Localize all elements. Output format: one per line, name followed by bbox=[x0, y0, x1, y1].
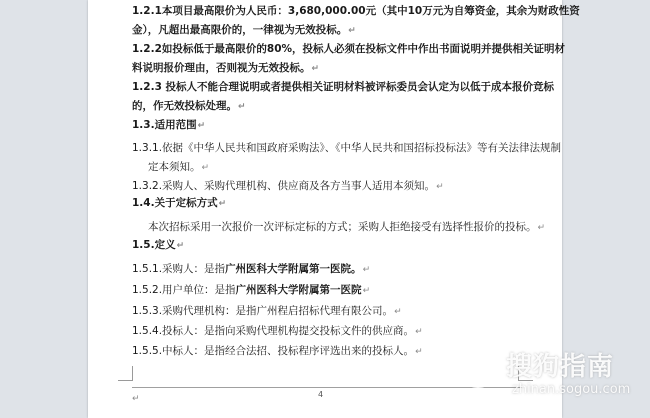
sogou-logo-icon bbox=[454, 342, 502, 390]
paragraph-mark: ↵ bbox=[311, 64, 320, 74]
para-1-5-2: 1.5.2.用户单位：是指广州医科大学附属第一医院↵ bbox=[132, 284, 371, 296]
paragraph-mark: ↵ bbox=[394, 307, 402, 317]
paragraph-mark: ↵ bbox=[201, 163, 210, 173]
heading-1-3: 1.3.适用范围↵ bbox=[132, 119, 206, 131]
para-1-2-3-line2: 的，作无效投标处理。↵ bbox=[132, 100, 246, 112]
para-1-2-3-line1: 1.2.3 投标人不能合理说明或者提供相关证明材料被评标委员会认定为以低于成本报价竞标 bbox=[132, 81, 555, 93]
paragraph-mark: ↵ bbox=[362, 265, 371, 275]
para-1-5-5: 1.5.5.中标人：是指经合法招、投标程序评选出来的投标人。↵ bbox=[132, 345, 423, 357]
paragraph-mark: ↵ bbox=[197, 121, 206, 131]
paragraph-mark: ↵ bbox=[537, 223, 546, 233]
para-1-3-1-line1: 1.3.1.依据《中华人民共和国政府采购法》、《中华人民共和国招标投标法》等有关法律法规制 bbox=[132, 142, 562, 154]
para-1-3-2: 1.3.2.采购人、采购代理机构、供应商及各方当事人适用本须知。↵ bbox=[132, 180, 444, 192]
watermark-title: 搜狗指南 bbox=[506, 352, 615, 382]
para-1-3-1-line2: 定本须知。↵ bbox=[148, 161, 210, 173]
paragraph-mark: ↵ bbox=[238, 102, 246, 112]
watermark-url: zhinan.sogou.com bbox=[512, 382, 631, 397]
para-1-2-1-line1: 1.2.1本项目最高限价为人民币：3,680,000.00元（其中10万元为自筹资金，其余为财政性资 bbox=[132, 5, 580, 17]
paragraph-mark: ↵ bbox=[415, 327, 423, 337]
para-1-5-3: 1.5.3.采购代理机构：是指广州程启招标代理有限公司。↵ bbox=[132, 305, 402, 317]
sogou-watermark bbox=[454, 340, 634, 408]
heading-1-4: 1.4.关于定标方式↵ bbox=[132, 197, 227, 209]
para-1-5-1: 1.5.1.采购人：是指广州医科大学附属第一医院。↵ bbox=[132, 263, 371, 275]
paragraph-mark: ↵ bbox=[415, 347, 423, 357]
para-1-4-body: 本次招标采用一次报价一次评标定标的方式；采购人拒绝接受有选择性报价的投标。↵ bbox=[148, 221, 546, 233]
para-1-2-1-line2: 金），凡超出最高限价的，一律视为无效投标。↵ bbox=[132, 24, 356, 36]
para-1-5-4: 1.5.4.投标人：是指向采购代理机构提交投标文件的供应商。↵ bbox=[132, 325, 423, 337]
paragraph-mark: ↵ bbox=[176, 241, 185, 251]
paragraph-mark: ↵ bbox=[436, 182, 444, 192]
page-number: 4 bbox=[318, 390, 324, 399]
para-1-2-2-line2: 料说明报价理由，否则视为无效投标。↵ bbox=[132, 62, 320, 74]
footer-paragraph-mark: ↵ bbox=[132, 394, 140, 404]
paragraph-mark: ↵ bbox=[362, 286, 371, 296]
heading-1-5: 1.5.定义↵ bbox=[132, 239, 185, 251]
margin-corner-mark-left bbox=[118, 366, 133, 381]
paragraph-mark: ↵ bbox=[348, 26, 356, 36]
para-1-2-2-line1: 1.2.2如投标低于最高限价的80%，投标人必须在投标文件中作出书面说明并提供相关证明材 bbox=[132, 43, 566, 55]
paragraph-mark: ↵ bbox=[218, 199, 227, 209]
